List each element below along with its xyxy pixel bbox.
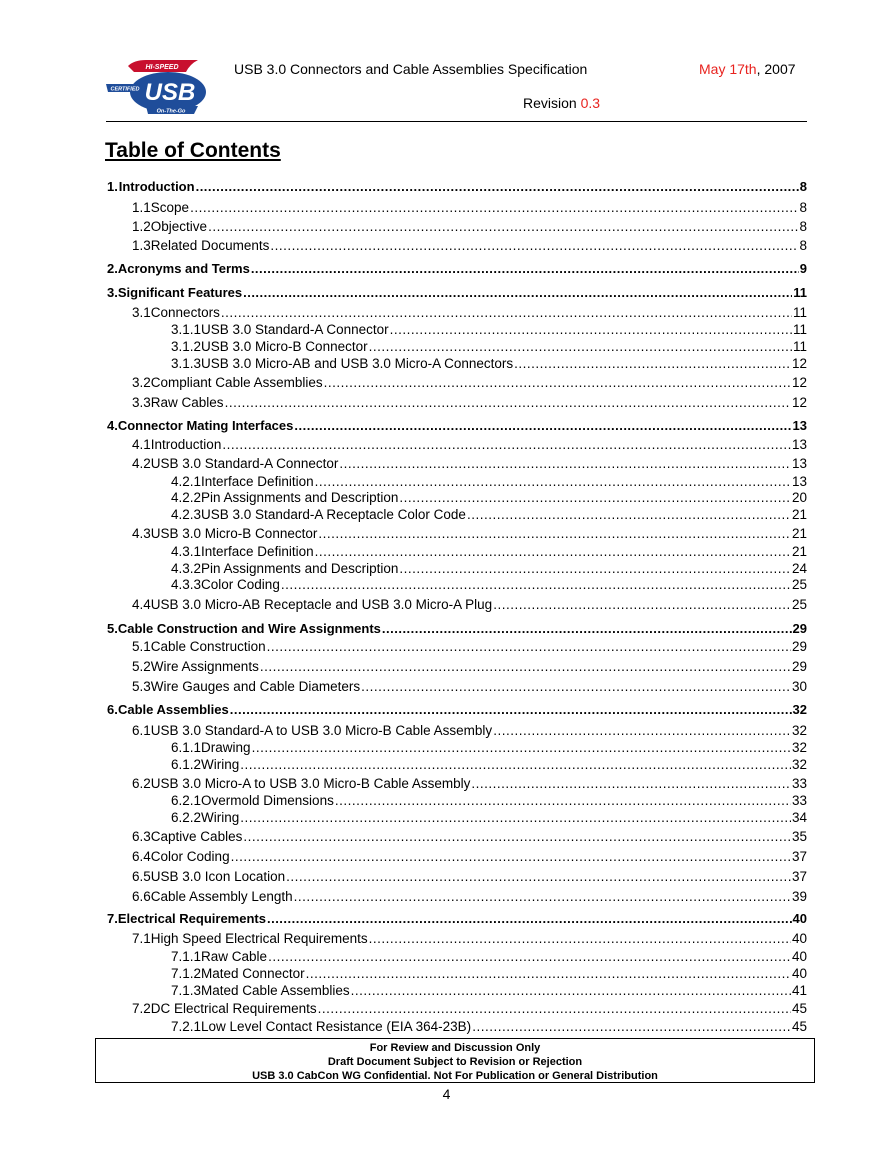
toc-entry[interactable] — [171, 356, 807, 372]
toc-entry-title: Cable Assembly Length — [150, 889, 293, 904]
toc-dot-leader — [351, 983, 791, 999]
toc-entry[interactable] — [107, 701, 807, 719]
toc-entry[interactable] — [171, 966, 807, 982]
toc-entry-page: 32 — [791, 723, 807, 738]
toc-entry-number: 4.2.3 — [171, 507, 202, 522]
toc-entry-number: 4.2.2 — [171, 490, 202, 505]
footer-draft-line: Draft Document Subject to Revision or Rejection — [327, 1056, 583, 1068]
toc-entry-number: 4.3.3 — [171, 577, 202, 592]
toc-entry-title: Scope — [150, 200, 190, 215]
toc-entry-page: 13 — [791, 474, 807, 489]
toc-dot-leader — [225, 394, 791, 412]
toc-entry[interactable] — [132, 525, 807, 543]
toc-entry-number: 6.2 — [132, 776, 151, 791]
toc-dot-leader — [324, 374, 791, 392]
toc-entry-title: USB 3.0 Standard-A to USB 3.0 Micro-B Cable Assembly — [150, 723, 493, 738]
toc-entry-title: Low Level Contact Resistance (EIA 364-23B) — [201, 1019, 472, 1034]
toc-entry-title: Raw Cables — [150, 395, 224, 410]
toc-entry-number: 7.1.3 — [171, 983, 202, 998]
toc-entry-title: USB 3.0 Standard-A Connector — [201, 322, 389, 337]
toc-entry-title: Cable Assemblies — [117, 702, 229, 717]
toc-dot-leader — [369, 930, 791, 948]
toc-dot-leader — [251, 260, 799, 278]
header-divider — [106, 121, 807, 122]
usb-certified-logo — [106, 58, 208, 116]
toc-entry-title: Wiring — [201, 810, 240, 825]
toc-entry[interactable] — [132, 436, 807, 454]
toc-entry[interactable] — [132, 678, 807, 696]
toc-entry-page: 33 — [791, 793, 807, 808]
toc-entry-number: 1.2 — [132, 219, 151, 234]
toc-dot-leader — [315, 544, 791, 560]
toc-dot-leader — [399, 561, 791, 577]
toc-entry[interactable] — [171, 474, 807, 490]
toc-entry-number: 4.3.2 — [171, 561, 202, 576]
toc-entry-number: 3.1.2 — [171, 339, 202, 354]
toc-entry-page: 29 — [791, 639, 807, 654]
toc-entry-title: Wiring — [201, 757, 240, 772]
toc-entry[interactable] — [171, 949, 807, 965]
toc-entry[interactable] — [171, 810, 807, 826]
toc-entry-page: 37 — [791, 869, 807, 884]
revision-value: 0.3 — [580, 95, 601, 111]
toc-entry[interactable] — [132, 828, 807, 846]
toc-entry-title: Compliant Cable Assemblies — [150, 375, 323, 390]
toc-entry[interactable] — [107, 178, 807, 196]
toc-dot-leader — [306, 966, 791, 982]
toc-entry-title: Raw Cable — [201, 949, 268, 964]
toc-dot-leader — [231, 848, 791, 866]
toc-entry-number: 7.1.2 — [171, 966, 202, 981]
toc-entry[interactable] — [171, 577, 807, 593]
toc-entry-page: 25 — [791, 577, 807, 592]
toc-entry[interactable] — [171, 740, 807, 756]
toc-entry-page: 40 — [791, 931, 807, 946]
toc-entry[interactable] — [132, 374, 807, 392]
toc-entry-number: 7.2.1 — [171, 1019, 202, 1034]
toc-entry-title: Acronyms and Terms — [117, 261, 250, 276]
toc-dot-leader — [190, 199, 798, 217]
toc-heading: Table of Contents — [105, 139, 281, 162]
toc-entry-number: 3.1.1 — [171, 322, 202, 337]
toc-entry-number: 6. — [107, 702, 118, 717]
toc-entry-page: 40 — [791, 966, 807, 981]
toc-entry[interactable] — [107, 620, 807, 638]
toc-dot-leader — [471, 775, 791, 793]
toc-entry[interactable] — [132, 596, 807, 614]
toc-entry-number: 4.4 — [132, 597, 151, 612]
toc-entry-title: USB 3.0 Micro-AB Receptacle and USB 3.0 Micro-A Plug — [150, 597, 493, 612]
toc-entry-page: 21 — [791, 526, 807, 541]
document-title: USB 3.0 Connectors and Cable Assemblies Specification — [234, 61, 588, 77]
toc-entry[interactable] — [107, 417, 807, 435]
toc-dot-leader — [281, 577, 791, 593]
toc-entry-title: Connector Mating Interfaces — [117, 418, 294, 433]
toc-dot-leader — [339, 455, 791, 473]
toc-entry[interactable] — [132, 888, 807, 906]
toc-entry-number: 6.6 — [132, 889, 151, 904]
toc-entry-page: 11 — [792, 322, 807, 337]
toc-dot-leader — [268, 949, 791, 965]
toc-entry[interactable] — [171, 757, 807, 773]
toc-entry-page: 32 — [791, 757, 807, 772]
toc-entry-title: Color Coding — [150, 849, 230, 864]
toc-entry[interactable] — [171, 1019, 807, 1035]
toc-entry-page: 11 — [792, 305, 807, 320]
toc-entry[interactable] — [132, 658, 807, 676]
toc-entry-page: 45 — [791, 1001, 807, 1016]
toc-entry-title: USB 3.0 Micro-AB and USB 3.0 Micro-A Connectors — [201, 356, 514, 371]
toc-entry-page: 45 — [791, 1019, 807, 1034]
toc-entry-number: 6.3 — [132, 829, 151, 844]
toc-entry-number: 4.1 — [132, 437, 151, 452]
toc-dot-leader — [315, 474, 791, 490]
toc-dot-leader — [196, 178, 799, 196]
toc-entry-number: 7.1.1 — [171, 949, 202, 964]
toc-entry-number: 3.1 — [132, 305, 151, 320]
toc-entry-title: Cable Construction and Wire Assignments — [117, 621, 381, 636]
toc-entry-number: 6.1 — [132, 723, 151, 738]
toc-entry-page: 13 — [791, 437, 807, 452]
toc-entry-number: 5. — [107, 621, 118, 636]
toc-entry-title: Interface Definition — [201, 544, 314, 559]
toc-entry[interactable] — [132, 868, 807, 886]
date-year: , 2007 — [756, 61, 796, 77]
toc-entry-page: 13 — [791, 456, 807, 471]
toc-dot-leader — [467, 507, 791, 523]
toc-entry-number: 5.2 — [132, 659, 151, 674]
toc-entry[interactable] — [132, 304, 807, 322]
toc-dot-leader — [493, 722, 791, 740]
toc-entry-title: Pin Assignments and Description — [201, 490, 399, 505]
toc-entry-title: Drawing — [201, 740, 251, 755]
toc-entry-number: 5.1 — [132, 639, 151, 654]
toc-entry[interactable] — [171, 339, 807, 355]
toc-dot-leader — [399, 490, 791, 506]
toc-entry-page: 41 — [791, 983, 807, 998]
toc-entry-page: 37 — [791, 849, 807, 864]
toc-entry-number: 4.3.1 — [171, 544, 202, 559]
toc-entry-number: 1. — [107, 179, 118, 194]
toc-dot-leader — [222, 436, 791, 454]
toc-entry-page: 8 — [799, 179, 807, 194]
toc-entry-page: 24 — [791, 561, 807, 576]
toc-entry-title: Related Documents — [150, 238, 270, 253]
toc-dot-leader — [260, 658, 791, 676]
toc-dot-leader — [318, 1000, 791, 1018]
toc-entry-title: USB 3.0 Micro-A to USB 3.0 Micro-B Cable Assembly — [150, 776, 471, 791]
toc-entry[interactable] — [171, 983, 807, 999]
toc-dot-leader — [514, 356, 791, 372]
toc-entry-number: 1.1 — [132, 200, 151, 215]
toc-entry-page: 32 — [792, 702, 807, 717]
toc-entry-page: 12 — [791, 375, 807, 390]
toc-dot-leader — [294, 888, 791, 906]
toc-entry-number: 4.3 — [132, 526, 151, 541]
toc-entry-page: 30 — [791, 679, 807, 694]
toc-entry-page: 39 — [791, 889, 807, 904]
toc-dot-leader — [267, 910, 792, 928]
toc-entry-number: 7.1 — [132, 931, 151, 946]
toc-dot-leader — [318, 525, 791, 543]
toc-dot-leader — [294, 417, 791, 435]
toc-entry[interactable] — [171, 490, 807, 506]
toc-entry[interactable] — [132, 775, 807, 793]
toc-dot-leader — [221, 304, 792, 322]
toc-entry-page: 35 — [791, 829, 807, 844]
toc-entry-title: USB 3.0 Standard-A Receptacle Color Code — [201, 507, 466, 522]
toc-entry-number: 7.2 — [132, 1001, 151, 1016]
toc-entry-page: 29 — [791, 659, 807, 674]
toc-entry-page: 11 — [792, 339, 807, 354]
toc-entry-page: 9 — [799, 261, 807, 276]
toc-entry-number: 3.3 — [132, 395, 151, 410]
toc-entry-page: 40 — [792, 911, 807, 926]
toc-entry-title: USB 3.0 Standard-A Connector — [150, 456, 339, 471]
toc-entry-title: Connectors — [150, 305, 220, 320]
toc-entry-number: 4. — [107, 418, 118, 433]
toc-entry-page: 8 — [799, 238, 807, 253]
toc-entry-page: 32 — [791, 740, 807, 755]
svg-text:USB: USB — [144, 79, 196, 106]
toc-dot-leader — [230, 701, 792, 719]
toc-dot-leader — [335, 793, 791, 809]
footer-confidential-line: USB 3.0 CabCon WG Confidential. Not For Publication or General Distribution — [252, 1070, 658, 1082]
toc-entry-number: 1.3 — [132, 238, 151, 253]
toc-entry[interactable] — [132, 394, 807, 412]
toc-dot-leader — [240, 810, 791, 826]
toc-entry-page: 12 — [791, 356, 807, 371]
toc-dot-leader — [382, 620, 792, 638]
toc-entry-page: 21 — [791, 544, 807, 559]
toc-entry-title: Mated Connector — [201, 966, 305, 981]
toc-entry-page: 40 — [791, 949, 807, 964]
toc-dot-leader — [208, 218, 798, 236]
toc-entry-page: 21 — [791, 507, 807, 522]
toc-entry[interactable] — [132, 722, 807, 740]
toc-dot-leader — [243, 284, 792, 302]
toc-entry-number: 4.2.1 — [171, 474, 202, 489]
toc-entry[interactable] — [132, 1000, 807, 1018]
toc-entry-number: 3.1.3 — [171, 356, 202, 371]
toc-dot-leader — [240, 757, 791, 773]
toc-dot-leader — [369, 339, 792, 355]
toc-entry[interactable] — [107, 910, 807, 928]
toc-entry-number: 6.4 — [132, 849, 151, 864]
toc-entry[interactable] — [107, 284, 807, 302]
toc-entry-number: 3. — [107, 285, 118, 300]
toc-dot-leader — [270, 237, 798, 255]
toc-entry[interactable] — [132, 638, 807, 656]
toc-entry-page: 25 — [791, 597, 807, 612]
toc-entry-title: Color Coding — [201, 577, 280, 592]
toc-entry-number: 6.1.1 — [171, 740, 202, 755]
toc-entry-title: Captive Cables — [150, 829, 243, 844]
toc-entry[interactable] — [107, 260, 807, 278]
toc-entry[interactable] — [132, 199, 807, 217]
toc-entry[interactable] — [171, 507, 807, 523]
toc-entry-title: Objective — [150, 219, 208, 234]
toc-entry-page: 20 — [791, 490, 807, 505]
toc-entry[interactable] — [132, 237, 807, 255]
toc-entry-title: Introduction — [118, 179, 195, 194]
page-number: 4 — [442, 1086, 451, 1102]
toc-entry[interactable] — [132, 848, 807, 866]
toc-dot-leader — [286, 868, 791, 886]
toc-entry-page: 8 — [799, 200, 807, 215]
footer-notice-box — [95, 1038, 815, 1083]
toc-entry-number: 5.3 — [132, 679, 151, 694]
toc-entry-title: Cable Construction — [150, 639, 266, 654]
toc-dot-leader — [493, 596, 791, 614]
toc-dot-leader — [390, 322, 792, 338]
toc-entry-title: Significant Features — [117, 285, 243, 300]
toc-entry[interactable] — [132, 218, 807, 236]
toc-entry-number: 2. — [107, 261, 118, 276]
toc-entry-title: Wire Gauges and Cable Diameters — [150, 679, 361, 694]
toc-dot-leader — [267, 638, 791, 656]
toc-entry[interactable] — [171, 322, 807, 338]
toc-entry-title: Electrical Requirements — [117, 911, 266, 926]
toc-entry-page: 12 — [791, 395, 807, 410]
toc-entry-page: 34 — [791, 810, 807, 825]
toc-entry-page: 33 — [791, 776, 807, 791]
toc-entry-title: DC Electrical Requirements — [150, 1001, 317, 1016]
footer-review-line: For Review and Discussion Only — [369, 1042, 541, 1054]
toc-entry[interactable] — [171, 544, 807, 560]
date-month-day: May 17th — [699, 61, 757, 77]
toc-entry-title: USB 3.0 Micro-B Connector — [150, 526, 318, 541]
toc-entry-title: Introduction — [150, 437, 222, 452]
toc-entry-title: USB 3.0 Micro-B Connector — [201, 339, 368, 354]
toc-entry[interactable] — [171, 793, 807, 809]
document-date — [699, 61, 796, 77]
revision-label: Revision — [523, 95, 581, 111]
svg-text:On-The-Go: On-The-Go — [156, 108, 186, 115]
toc-dot-leader — [472, 1019, 791, 1035]
toc-entry-number: 6.5 — [132, 869, 151, 884]
toc-entry-title: Wire Assignments — [150, 659, 259, 674]
toc-entry-page: 11 — [793, 285, 807, 300]
toc-entry-title: Mated Cable Assemblies — [201, 983, 350, 998]
toc-entry[interactable] — [132, 930, 807, 948]
document-revision — [523, 95, 600, 111]
svg-text:CERTIFIED: CERTIFIED — [110, 86, 140, 93]
toc-entry-number: 6.2.2 — [171, 810, 202, 825]
toc-entry-title: USB 3.0 Icon Location — [150, 869, 286, 884]
toc-entry-title: Interface Definition — [201, 474, 314, 489]
toc-entry-page: 8 — [799, 219, 807, 234]
toc-entry-number: 3.2 — [132, 375, 151, 390]
toc-entry-title: High Speed Electrical Requirements — [150, 931, 368, 946]
toc-entry[interactable] — [132, 455, 807, 473]
toc-entry-number: 6.2.1 — [171, 793, 202, 808]
toc-entry-number: 7. — [107, 911, 118, 926]
toc-entry-number: 4.2 — [132, 456, 151, 471]
toc-dot-leader — [361, 678, 791, 696]
toc-entry-page: 29 — [792, 621, 807, 636]
toc-entry-title: Pin Assignments and Description — [201, 561, 399, 576]
toc-entry-title: Overmold Dimensions — [201, 793, 334, 808]
toc-dot-leader — [243, 828, 791, 846]
svg-text:HI-SPEED: HI-SPEED — [145, 64, 179, 71]
toc-dot-leader — [252, 740, 791, 756]
toc-entry[interactable] — [171, 561, 807, 577]
toc-entry-number: 6.1.2 — [171, 757, 202, 772]
toc-entry-page: 13 — [792, 418, 807, 433]
